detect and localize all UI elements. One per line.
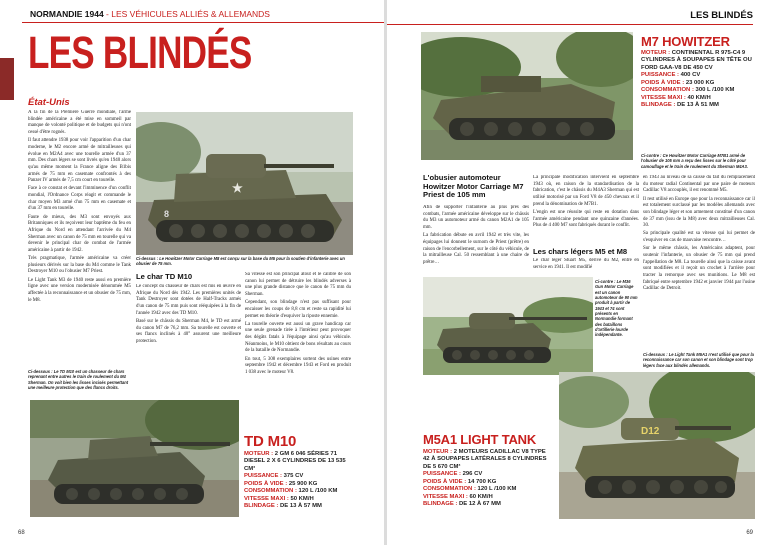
- tank-marking-m5: D12: [641, 426, 660, 437]
- specs-m7: [641, 50, 759, 110]
- spec-key: BLINDAGE :: [423, 501, 459, 508]
- spec-value: 50 KM/H: [290, 495, 314, 502]
- spec-key: BLINDAGE :: [244, 503, 280, 510]
- spec-title-m5a1: M5A1 LIGHT TANK: [423, 432, 537, 447]
- paragraph: À la fin de la Première Guerre mondiale, l'arme blindée américaine a été mise en sommeil par manque de volonté politique et de budgets qui n'ont cessé d'être rognés.: [28, 110, 131, 136]
- paragraph: La principale modification intervient en septembre 1943 où, en raison de la standardisation de la fabrication, c'est le châssis du M4A3 Sherman qui est utilisé motorisé par un Ford V8 de 450 chevaux et il prend la dénomination de M7B1.: [533, 175, 639, 207]
- paragraph: Afin de supporter l'infanterie au plus près des combats, l'armée américaine développe sur le châssis du M3 un automoteur armé du canon M2A1 de 105 mm.: [423, 205, 529, 231]
- spec-row: [244, 481, 356, 488]
- spec-row: [423, 486, 553, 493]
- svg-text:★: ★: [232, 181, 243, 195]
- paragraph: Le concept du chasseur de chars est mis en œuvre en Afrique du Nord dès 1942. Les premières unités de Tank Destroyer sont dotées de Half-Tracks armés d'un canon de 75 mm puis sont rééquipées à la fin de l'année 1942 avec des TD M10.: [136, 284, 241, 316]
- spec-value: 60 KM/H: [469, 493, 493, 500]
- spec-value: 40 KM/H: [687, 94, 711, 101]
- paragraph: Il faut attendre 1938 pour voir l'apparition d'un char moderne, le M2 encore armé de mitrailleuses qui évolue en M2A4 avec une tourelle armée d'un 37 mm. Des chars légers se sont livrés qu'en 1940 alors qu'au même moment la France aligne des B1bis armés de 75 mm en casemate confrontés à des Panzer IV armés de 7,5 cm court en tourelle.: [28, 138, 131, 184]
- spec-value: DE 13 À 57 MM: [280, 503, 322, 510]
- spec-row: [641, 50, 759, 72]
- spec-row: [423, 471, 553, 478]
- spec-key: MOTEUR :: [641, 50, 672, 56]
- spec-key: PUISSANCE :: [423, 471, 463, 478]
- spec-row: [641, 95, 759, 102]
- caption-m36-photo: Ci-contre : Le M36 Gun Motor Carriage est un canon automoteur de 90 mm produit à partir de 1943 et 74 sont présents en Normandie formant des bataillons d'artillerie lourde indépendante.: [595, 279, 638, 338]
- spec-key: CONSOMMATION :: [423, 486, 478, 493]
- paragraph: Faute de mieux, des M3 sont envoyés aux Britanniques et ils reçoivent leur baptême du feu en Afrique du Nord en attendant l'arrivée du M4 Sherman avec un canon de 75 mm en tourelle qui va devenir le principal char de combat de l'armée américaine à partir de 1942.: [28, 214, 131, 253]
- spec-value: CONTINENTAL R 975-C4 9 CYLINDRES À SOUPAPES EN TÊTE OU FORD GAA-V8 DE 450 CV: [641, 50, 752, 71]
- paragraph: en 1943 au niveau de sa caisse du fait du remplacement du moteur radial Continental par une paire de moteurs Cadillac V8 accouplés, il est renommé M5.: [643, 175, 755, 194]
- m5-intro: Le char léger Stuart M5, dérivé du M2, entre en service en 1941. Il est modifié: [533, 258, 639, 270]
- spec-title-m7: M7 HOWITZER: [641, 34, 730, 49]
- spec-value: DE 13 À 51 MM: [677, 102, 719, 109]
- page-header-left: [30, 9, 270, 19]
- spec-row: [423, 449, 553, 471]
- paragraph: Sa principale qualité est sa vitesse qui lui permet de s'esquiver en cas de mauvaise rencontre…: [643, 231, 755, 244]
- spec-value: 300 L /100 KM: [695, 87, 735, 94]
- caption-m8-photo: Ci-dessus : Le Howitzer Motor Carriage M8 est conçu sur la base du M5 pour la soutien d'infanterie avec un obusier de 75 mm.: [136, 256, 345, 267]
- caption-m10-photo: Ci-dessous : Le TD M10 est un chasseur de chars reprenant entre autres le train de roulement du M4 Sherman. On voit bien les lisses incisés permettant une meilleure protection que des flancs droits.: [28, 369, 129, 390]
- photo-m5a1-light-tank: [559, 372, 755, 519]
- spec-row: [244, 451, 356, 473]
- spec-value: 2 MOTEURS CADILLAC V8 TYPE 42 À SOUPAPES LATÉRALES 8 CYLINDRES DE 5 670 CM³: [423, 449, 547, 470]
- spec-key: POIDS À VIDE :: [423, 478, 468, 485]
- paragraph: Très pragmatique, l'armée américaine va créer plusieurs dérivés sur la base du M4 comme le Tank Destroyer M10 ou l'obusier M7 Priest.: [28, 256, 131, 275]
- spec-key: VITESSE MAXI :: [244, 495, 291, 502]
- header-section: NORMANDIE 1944: [30, 9, 104, 19]
- spec-value: 14 700 KG: [467, 478, 497, 485]
- spec-row: [641, 102, 759, 109]
- tank-marking-m8: 8: [164, 209, 170, 219]
- heading-m5-m8: Les chars légers M5 et M8: [533, 247, 628, 256]
- spec-title-td-m10: TD M10: [244, 433, 297, 450]
- spec-key: BLINDAGE :: [641, 102, 677, 109]
- spec-value: 375 CV: [283, 473, 304, 480]
- side-bar: [0, 58, 14, 100]
- spec-key: PUISSANCE :: [244, 473, 284, 480]
- header-subtitle: - LES VÉHICULES ALLIÉS & ALLEMANDS: [103, 9, 270, 19]
- page-number-left: 68: [18, 530, 25, 536]
- paragraph: Cependant, son blindage n'est pas suffisant pour encaisser les coups de 8,8 cm et reste sa rapidité lui permet en théorie d'esquiver la riposte ennemie.: [245, 300, 351, 319]
- spec-value: 25 900 KG: [288, 480, 318, 487]
- spec-key: VITESSE MAXI :: [641, 94, 688, 101]
- spec-row: [244, 473, 356, 480]
- spec-value: DE 12 À 67 MM: [459, 501, 501, 508]
- spec-row: [423, 494, 553, 501]
- spec-key: MOTEUR :: [423, 449, 454, 455]
- spec-value: 120 L /100 KM: [298, 488, 338, 495]
- spec-row: [423, 501, 553, 508]
- spec-key: CONSOMMATION :: [641, 87, 696, 94]
- left-page: [0, 0, 384, 545]
- spec-key: CONSOMMATION :: [244, 488, 299, 495]
- photo-m7-priest: [421, 32, 633, 160]
- spec-row: [641, 72, 759, 79]
- photo-m36-gmc: [423, 277, 593, 375]
- paragraph: Sa vitesse est son principal atout et le calibre de son canon lui permet de détruire les blindés adverses à une plus grande distance que le canon de 75 mm du Sherman.: [245, 272, 351, 298]
- spec-row: [641, 80, 759, 87]
- subhead-country: État-Unis: [28, 97, 70, 108]
- m10-text-col1: [136, 284, 241, 362]
- paragraph: Face à ce constat et devant l'imminence d'un conflit mondial, l'Ordnance Corps réagit et commande le char moyen M3 armé d'un 75 mm en casemate et d'un 37 mm en tourelle.: [28, 186, 131, 212]
- spec-row: [244, 496, 356, 503]
- right-page: [387, 0, 771, 545]
- paragraph: Le Light Tank M3 de 1940 reste aussi en première ligne avec une version modernisée dénommée M5 affectée à la reconnaissance et un obusier de 75 mm, le M8.: [28, 277, 131, 303]
- heading-m7-priest: L'obusier automoteur Howitzer Motor Carriage M7 Priest de 105 mm: [423, 173, 524, 200]
- photo-td-m10: [30, 400, 239, 517]
- header-rule-right: [387, 24, 753, 25]
- paragraph: Basé sur le châssis du Sherman M4, le TD est armé du canon M7 de 76,2 mm. Sa tourelle est ouverte et ses flancs inclinés à 40° assurent une meilleure protection.: [136, 318, 241, 344]
- intro-text: [28, 110, 131, 368]
- spec-key: PUISSANCE :: [641, 72, 681, 79]
- page-title: LES BLINDÉS: [28, 27, 252, 78]
- spec-value: 2 GM 6 046 SÉRIES 71 DIESEL 2 X 6 CYLINDRES DE 13 535 CM³: [244, 451, 346, 472]
- m10-text-col2: [245, 272, 351, 400]
- spec-key: VITESSE MAXI :: [423, 493, 470, 500]
- page-number-right: 69: [746, 530, 753, 536]
- specs-td-m10: [244, 451, 356, 511]
- heading-td-m10: Le char TD M10: [136, 272, 193, 281]
- paragraph: L'engin est une réussite qui reste en dotation dans l'armée américaine pendant une quinzaine d'années. Plus de 4 400 M7 sont fabriqués durant le conflit.: [533, 209, 639, 229]
- paragraph: Sur le même châssis, les Américains adaptent, pour soutenir l'infanterie, un obusier de 75 mm qui prend l'appellation de M8. La tourelle ainsi que la caisse avant sont modifiées et il reçoit un crochet à l'arrière pour tracter la remorque avec ses munitions. Le M8 est fabriqué entre septembre 1942 et janvier 1944 par l'usine Cadillac de Detroit.: [643, 246, 755, 292]
- spec-value: 400 CV: [680, 72, 701, 79]
- spec-row: [641, 87, 759, 94]
- spec-value: 120 L /100 KM: [477, 486, 517, 493]
- spec-row: [244, 503, 356, 510]
- spec-key: POIDS À VIDE :: [641, 79, 686, 86]
- spec-value: 296 CV: [462, 471, 483, 478]
- m5-text-col3: [643, 175, 755, 327]
- photo-m8-howitzer: [136, 112, 353, 255]
- caption-m7-photo: Ci-contre : Ce Howitzer Motor Carriage M7B1 armé de l'obusier de 105 mm a reçu des lisses sur le côté pour camouflage et le train de roulement du Sherman M4A3.: [641, 153, 748, 169]
- spec-key: MOTEUR :: [244, 451, 275, 457]
- paragraph: Il rest utilisé en Europe que pour la reconnaissance car il est totalement surclassé par les modèles allemands avec son blindage léger et son armement constitué d'un canon de 37 mm (issu de la M8) avec deux mitrailleuses Cal. 30.: [643, 196, 755, 229]
- spec-key: POIDS À VIDE :: [244, 480, 289, 487]
- paragraph: La tourelle ouverte est aussi un grave handicap car une seule grenade tirée à l'intérieur peut provoquer des dégâts fatals à l'équipage ainsi qu'au véhicule. Néanmoins, le M10 obtient de bons résultats au cours de la bataille de Normandie.: [245, 321, 351, 354]
- m7-text-col2: [533, 175, 639, 247]
- page-header-right: LES BLINDÉS: [690, 10, 753, 21]
- header-rule: [22, 22, 384, 23]
- m7-text-col1: [423, 205, 529, 271]
- spec-row: [423, 479, 553, 486]
- paragraph: La fabrication débute en avril 1942 et très vite, les équipages lui donnent le surnom de Priest (prêtre) en raison de l'encorbellement, sur le côté du véhicule, de la mitrailleuse Cal. 50 ressemblant à une chaire de prêtre…: [423, 233, 529, 265]
- paragraph: En tout, 5 308 exemplaires sortent des usines entre septembre 1942 et décembre 1943 et Ford en produit 1 038 avec le moteur V8.: [245, 356, 351, 375]
- spec-row: [244, 488, 356, 495]
- specs-m5a1: [423, 449, 553, 509]
- caption-m5-photo: Ci-dessous : Le Light Tank M5A1 n'est utilisé que pour la reconnaissance car son canon et son blindage sont trop légers face aux blindés allemands.: [643, 352, 754, 368]
- spec-value: 23 000 KG: [685, 79, 715, 86]
